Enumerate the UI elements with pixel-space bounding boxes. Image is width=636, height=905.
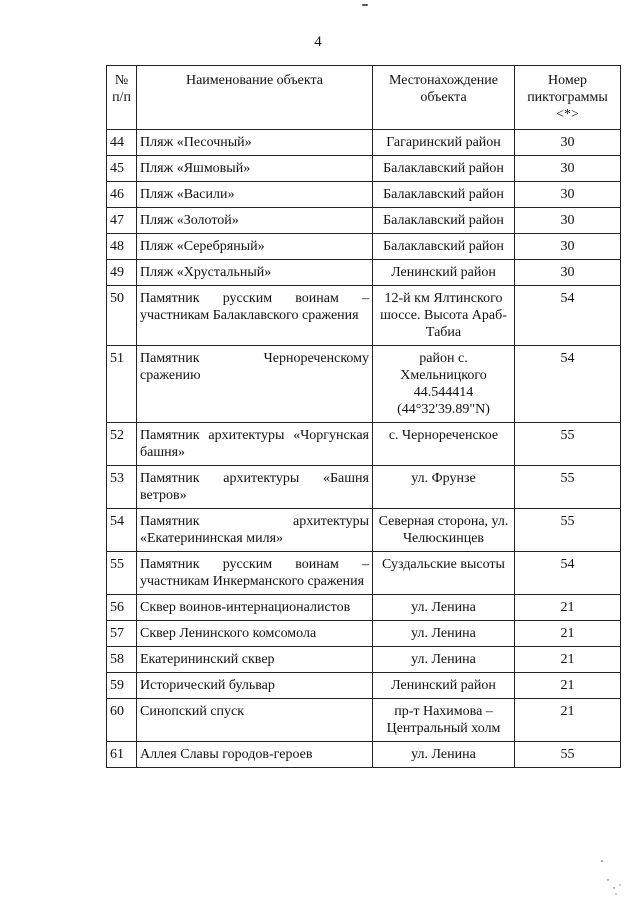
row-num: 45 — [107, 156, 137, 182]
row-name: Исторический бульвар — [137, 673, 373, 699]
table-row — [107, 423, 621, 466]
row-num: 61 — [107, 742, 137, 768]
row-name: Памятник архитектуры «Екатерининская миля» — [137, 509, 373, 552]
row-num: 44 — [107, 130, 137, 156]
table-row — [107, 595, 621, 621]
table-row — [107, 699, 621, 742]
table-row — [107, 509, 621, 552]
row-location: Суздальские высоты — [373, 552, 515, 595]
row-location: Ленинский район — [373, 260, 515, 286]
row-name: Памятник Чернореченскому сражению — [137, 346, 373, 423]
row-num: 51 — [107, 346, 137, 423]
table-row — [107, 621, 621, 647]
header-num: № п/п — [107, 66, 137, 130]
table-row — [107, 552, 621, 595]
table-row — [107, 130, 621, 156]
row-location: ул. Ленина — [373, 742, 515, 768]
row-name: Пляж «Песочный» — [137, 130, 373, 156]
row-pictogram: 54 — [515, 286, 621, 346]
scan-specks — [596, 858, 626, 898]
row-location: ул. Фрунзе — [373, 466, 515, 509]
row-location: Балаклавский район — [373, 156, 515, 182]
row-num: 55 — [107, 552, 137, 595]
row-num: 54 — [107, 509, 137, 552]
row-num: 50 — [107, 286, 137, 346]
header-name: Наименование объекта — [137, 66, 373, 130]
row-name: Аллея Славы городов-героев — [137, 742, 373, 768]
row-pictogram: 30 — [515, 156, 621, 182]
row-num: 56 — [107, 595, 137, 621]
row-pictogram: 30 — [515, 130, 621, 156]
row-name: Синопский спуск — [137, 699, 373, 742]
row-num: 48 — [107, 234, 137, 260]
header-pictogram: Номер пиктограммы <*> — [515, 66, 621, 130]
row-location: с. Чернореченское — [373, 423, 515, 466]
table-row — [107, 156, 621, 182]
table-row — [107, 466, 621, 509]
row-pictogram: 21 — [515, 595, 621, 621]
table-row — [107, 346, 621, 423]
row-pictogram: 54 — [515, 552, 621, 595]
row-pictogram: 21 — [515, 699, 621, 742]
row-pictogram: 30 — [515, 260, 621, 286]
row-name: Сквер воинов-интернационалистов — [137, 595, 373, 621]
row-name: Пляж «Васили» — [137, 182, 373, 208]
row-pictogram: 30 — [515, 208, 621, 234]
header-location: Местонахождение объекта — [373, 66, 515, 130]
row-pictogram: 55 — [515, 509, 621, 552]
row-location: ул. Ленина — [373, 647, 515, 673]
row-name: Пляж «Золотой» — [137, 208, 373, 234]
row-name: Пляж «Яшмовый» — [137, 156, 373, 182]
row-name: Пляж «Хрустальный» — [137, 260, 373, 286]
table-row — [107, 647, 621, 673]
row-name: Пляж «Серебряный» — [137, 234, 373, 260]
row-location: район с. Хмельницкого 44.544414 (44°32'39.89"N) — [373, 346, 515, 423]
row-location: ул. Ленина — [373, 621, 515, 647]
row-name: Памятник архитектуры «Башня ветров» — [137, 466, 373, 509]
row-location: ул. Ленина — [373, 595, 515, 621]
row-location: Балаклавский район — [373, 208, 515, 234]
row-pictogram: 21 — [515, 647, 621, 673]
table-row — [107, 260, 621, 286]
row-name: Памятник русским воинам – участникам Инкерманского сражения — [137, 552, 373, 595]
scan-mark — [362, 4, 368, 6]
row-name: Екатерининский сквер — [137, 647, 373, 673]
row-num: 57 — [107, 621, 137, 647]
row-location: Гагаринский район — [373, 130, 515, 156]
table-header-row — [107, 66, 621, 130]
table-row — [107, 208, 621, 234]
row-pictogram: 30 — [515, 182, 621, 208]
row-num: 52 — [107, 423, 137, 466]
table-row — [107, 182, 621, 208]
row-name: Памятник русским воинам – участникам Балаклавского сражения — [137, 286, 373, 346]
row-location: пр-т Нахимова – Центральный холм — [373, 699, 515, 742]
row-location: Балаклавский район — [373, 182, 515, 208]
row-pictogram: 55 — [515, 742, 621, 768]
row-num: 49 — [107, 260, 137, 286]
objects-table — [106, 65, 621, 768]
row-pictogram: 54 — [515, 346, 621, 423]
row-num: 46 — [107, 182, 137, 208]
row-name: Памятник архитектуры «Чоргунская башня» — [137, 423, 373, 466]
row-location: 12-й км Ялтинского шоссе. Высота Араб-Табиа — [373, 286, 515, 346]
table-row — [107, 286, 621, 346]
row-num: 47 — [107, 208, 137, 234]
row-location: Северная сторона, ул. Челюскинцев — [373, 509, 515, 552]
row-location: Балаклавский район — [373, 234, 515, 260]
row-pictogram: 21 — [515, 673, 621, 699]
row-name: Сквер Ленинского комсомола — [137, 621, 373, 647]
table-row — [107, 742, 621, 768]
row-pictogram: 55 — [515, 423, 621, 466]
row-pictogram: 21 — [515, 621, 621, 647]
row-pictogram: 55 — [515, 466, 621, 509]
row-num: 58 — [107, 647, 137, 673]
row-num: 59 — [107, 673, 137, 699]
row-location: Ленинский район — [373, 673, 515, 699]
table-row — [107, 673, 621, 699]
table-row — [107, 234, 621, 260]
row-pictogram: 30 — [515, 234, 621, 260]
page-number: 4 — [314, 34, 322, 50]
row-num: 60 — [107, 699, 137, 742]
row-num: 53 — [107, 466, 137, 509]
